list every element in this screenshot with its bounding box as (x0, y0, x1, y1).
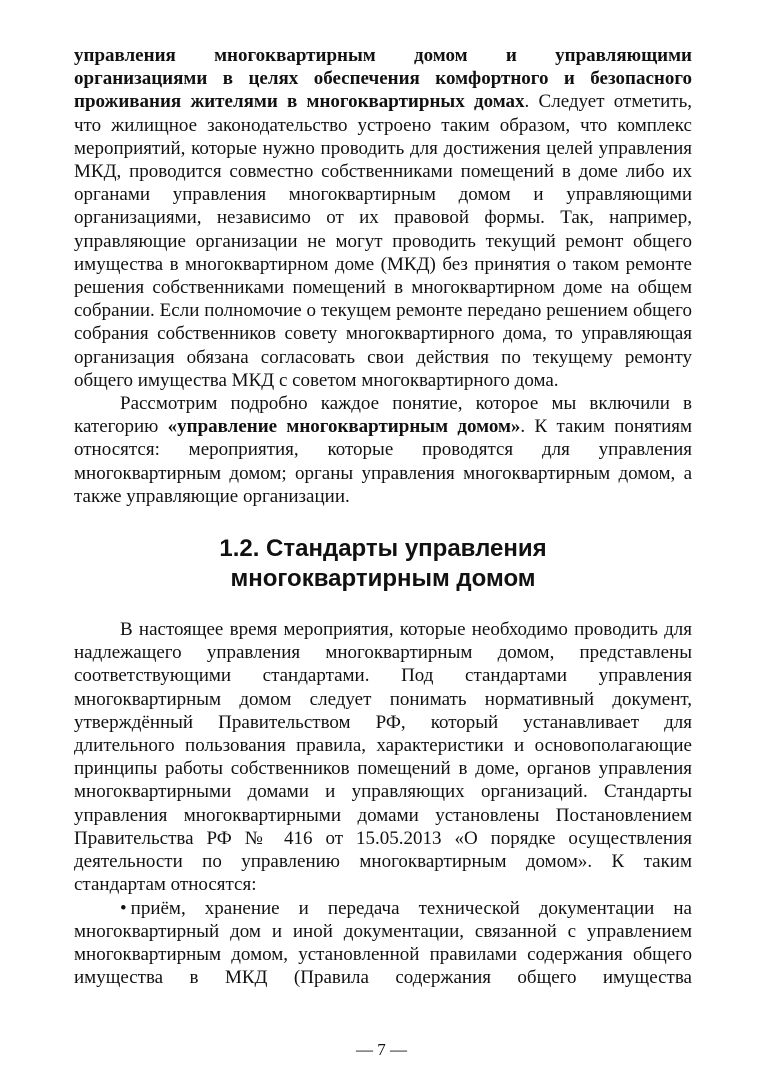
page-content (74, 44, 692, 989)
bullet-list-item (74, 897, 692, 990)
paragraph-text-after: . К таким понятиям относятся: мероприятия, которые проводятся для управления многоквартирным домом; органы управления многоквартирным домом, а также управляющие организации. (74, 416, 693, 507)
bold-phrase: управления многоквартирным домом и управляющими организациями в целях обеспечения комфортного и безопасного проживания жителями в многоквартирных домах (74, 45, 692, 113)
paragraph-text: . Следует отметить, что жилищное законодательство устроено таким образом, что комплекс мероприятий, которые нужно проводить для достижения целей управления МКД, проводится совместно собственниками помещений в доме либо их органами управления многоквартирным домом и управляющими организациями, независимо от их правовой формы. Так, например, управляющие организации не могут проводить текущий ремонт общего имущества в многоквартирном доме (МКД) без принятия о таком ремонте решения собственниками помещений в многоквартирном доме на общем собрании. Если полномочие о текущем ремонте передано решением общего собрания собственников совету многоквартирного дома, то управляющая организация обязана согласовать свои действия по текущему ремонту общего имущества МКД с советом многоквартирного дома. (74, 91, 692, 391)
bullet-item-text: приём, хранение и передача технической документации на многоквартирный дом и иной документации, связанной с управлением многоквартирным домом, установленной правилами содержания общего имущества в МКД (Правила содержания общего имущества (74, 897, 692, 989)
section-heading-line-2: многоквартирным домом (230, 565, 536, 593)
paragraph-3: В настоящее время мероприятия, которые необходимо проводить для надлежащего управления многоквартирным домом, представлены соответствующими стандартами. Под стандартами управления многоквартирным домом следует понимать нормативный документ, утверждённый Правительством РФ, который устанавливает для длительного пользования правила, характеристики и основополагающие принципы работы собственников помещений в доме, органов управления многоквартирными домами и управляющих организаций. Стандарты управления многоквартирными домами установлены Постановлением Правительства РФ № 416 от 15.05.2013 «О порядке осуществления деятельности по управлению многоквартирным домом». К таким стандартам относятся: (74, 619, 692, 896)
bold-phrase: «управление многоквартирным домом» (167, 416, 521, 438)
section-heading-line-1: 1.2. Стандарты управления (219, 535, 547, 563)
bullet-marker: • (120, 897, 127, 919)
page-number: — 7 — (356, 1040, 407, 1059)
paragraph-2 (74, 392, 692, 508)
section-heading (74, 534, 692, 594)
continued-paragraph (74, 44, 692, 392)
paragraph-text-before: Рассмотрим подробно каждое понятие, которое мы включили в категорию (74, 393, 692, 438)
